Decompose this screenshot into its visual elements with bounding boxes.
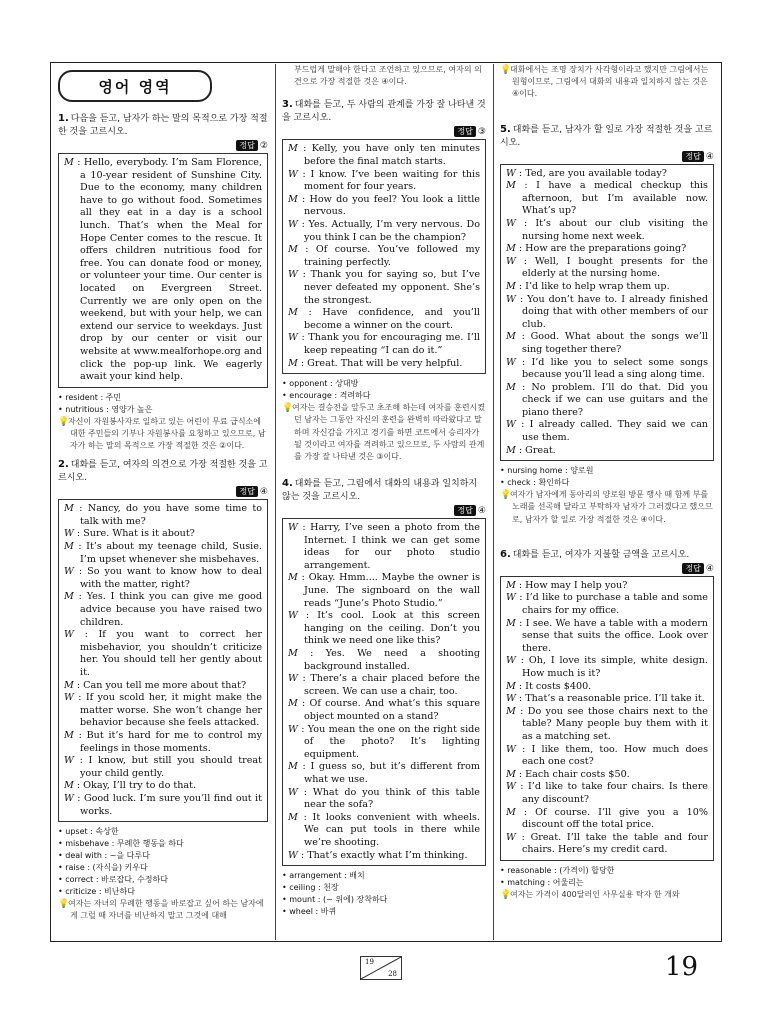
dialogue-line: M : How do you feel? You look a little nervous. — [288, 193, 480, 218]
answer-value: ④ — [705, 563, 714, 574]
speaker-label: W — [288, 723, 298, 735]
dialogue-line: M : Each chair costs $50. — [506, 768, 630, 780]
dialogue-line: W : Well, I bought presents for the elderly at the nursing home. — [506, 255, 708, 280]
answer-badge: 정답 — [454, 505, 475, 516]
dialogue-text: How may I help you? — [525, 579, 628, 591]
dialogue-line: M : No problem. I’ll do that. Did you check if we can use guitars and the piano there? — [506, 381, 708, 418]
answer-line — [500, 151, 714, 162]
dialogue-text: If you scold her, it might make the matter worse. She won’t change her behavior because she feels attacked. — [80, 692, 262, 729]
dialogue-box — [58, 153, 268, 388]
dialogue-text: Great. I’ll take the table and four chairs. Here’s my credit card. — [522, 831, 708, 856]
speaker-label: M — [288, 244, 298, 256]
dialogue-text: I see. We have a table with a modern sense that suits the office. Look over there. — [522, 617, 708, 654]
dialogue-line: W : That’s exactly what I’m thinking. — [288, 849, 468, 861]
dialogue-line: W : I know. I’ve been waiting for this moment for four years. — [288, 168, 480, 193]
dialogue-line: W : Thank you for saying so, but I’ve never defeated my opponent. She’s the strongest. — [288, 269, 480, 306]
dialogue-line: W : It’s about our club visiting the nursing home next week. — [506, 217, 708, 242]
speaker-label: W — [506, 592, 516, 604]
dialogue-line: W : It’s cool. Look at this screen hanging on the ceiling. Don’t you think we need one like this? — [288, 610, 480, 647]
explanation-continued: 부드럽게 말해야 한다고 조언하고 있으므로, 여자의 의견으로 가장 적절한 것은 ④이다. — [294, 65, 482, 87]
dialogue-line: M : Kelly, you have only ten minutes before the final match starts. — [288, 143, 480, 167]
lightbulb-icon: 💡 — [500, 490, 512, 501]
speaker-label: M — [506, 768, 516, 780]
lightbulb-icon: 💡 — [500, 889, 512, 900]
dialogue-line: M : How are the preparations going? — [506, 243, 687, 255]
vocab-item: • mount : (~ 위에) 장착하다 — [282, 894, 486, 906]
lightbulb-icon: 💡 — [58, 899, 70, 910]
question-5 — [500, 123, 714, 526]
speaker-label: M — [506, 180, 516, 192]
speaker-label: M — [506, 243, 516, 255]
question-heading: 2. 대화를 듣고, 여자의 의견으로 가장 적절한 것을 고르시오. — [58, 459, 268, 484]
dialogue-line: M : Can you tell me more about that? — [64, 679, 247, 691]
speaker-label: W — [288, 849, 298, 861]
dialogue-text: It costs $400. — [525, 680, 592, 692]
dialogue-text: Great. — [525, 444, 556, 456]
speaker-label: W — [288, 218, 298, 230]
answer-value: ④ — [259, 487, 268, 498]
page-number: 19 — [664, 952, 698, 982]
speaker-label: W — [288, 673, 298, 685]
question-heading: 4. 대화를 듣고, 그림에서 대화의 내용과 일치하지 않는 것을 고르시오. — [282, 478, 478, 503]
dialogue-box — [500, 164, 714, 462]
speaker-label: M — [288, 193, 298, 205]
vocab-item: • check : 확인하다 — [500, 477, 714, 489]
column-divider — [275, 64, 276, 940]
dialogue-line: M : Okay, I’ll try to do that. — [64, 780, 197, 792]
vocab-list — [500, 865, 714, 889]
dialogue-text: Oh, I love its simple, white design. How much is it? — [522, 655, 708, 680]
answer-badge: 정답 — [236, 486, 257, 497]
vocab-list — [282, 378, 486, 402]
dialogue-text: It looks convenient with wheels. We can put tools in there while we’re shooting. — [304, 811, 480, 848]
question-heading: 5. 대화를 듣고, 남자가 할 일로 가장 적절한 것을 고르시오. — [500, 123, 713, 148]
dialogue-line: M : Do you see those chairs next to the table? Many people buy them with it as a matching set. — [506, 705, 708, 742]
question-6 — [500, 548, 714, 901]
question-heading: 6. 대화를 듣고, 여자가 지불할 금액을 고르시오. — [500, 548, 690, 560]
dialogue-line: W : Yes. Actually, I’m very nervous. Do you think I can be the champion? — [288, 218, 480, 243]
speaker-label: M — [506, 806, 516, 818]
speaker-label: M — [64, 157, 74, 168]
dialogue-line: W : Harry, I’ve seen a photo from the Internet. I think we can get some ideas for our photo studio arrangement. — [288, 522, 480, 571]
explanation-continued: 💡대화에서는 조명 장치가 사각형이라고 했지만 그림에서는 원형이므로, 그림에서 대화의 내용과 일치하지 않는 것은 ④이다. — [500, 65, 709, 99]
dialogue-line: W : Ted, are you available today? — [506, 167, 667, 179]
dialogue-line: W : I already called. They said we can use them. — [506, 419, 708, 444]
speaker-label: W — [506, 831, 516, 843]
dialogue-line: W : I’d like you to select some songs because you’ll lead a sing along time. — [506, 356, 708, 381]
dialogue-text: Have confidence, and you’ll become a winner on the court. — [304, 307, 480, 331]
vocab-list — [282, 870, 486, 918]
dialogue-text: You don’t have to. I already finished doing that with other members of our club. — [522, 293, 708, 330]
dialogue-line: W : I’d like to purchase a table and some chairs for my office. — [506, 592, 708, 617]
speaker-label: M — [288, 143, 298, 155]
speaker-label: W — [288, 610, 298, 622]
dialogue-line: M : I see. We have a table with a modern sense that suits the office. Look over there. — [506, 617, 708, 654]
speaker-label: W — [506, 293, 516, 305]
answer-line — [500, 563, 714, 574]
dialogue-text: Thank you for saying so, but I’ve never defeated my opponent. She’s the strongest. — [304, 269, 480, 306]
dialogue-text: Okay, I’ll try to do that. — [83, 780, 197, 792]
dialogue-line: M : Great. That will be very helpful. — [288, 357, 463, 369]
dialogue-text: Can you tell me more about that? — [83, 679, 247, 691]
vocab-item: • raise : (자식을) 키우다 — [58, 862, 268, 874]
answer-badge: 정답 — [682, 151, 703, 162]
speaker-label: M — [288, 307, 298, 319]
lightbulb-icon: 💡 — [500, 65, 512, 75]
dialogue-text: I have a medical checkup this afternoon, but I’m available now. What’s up? — [522, 180, 708, 217]
speaker-label: W — [506, 743, 516, 755]
dialogue-text: Well, I bought presents for the elderly at the nursing home. — [522, 255, 708, 280]
vocab-item: • arrangement : 배치 — [282, 870, 486, 882]
dialogue-text: If you want to correct her misbehavior, you shouldn’t criticize her. You should tell her gently about it. — [80, 629, 262, 679]
dialogue-line: M : I have a medical checkup this afternoon, but I’m available now. What’s up? — [506, 180, 708, 217]
question-2 — [58, 458, 268, 922]
dialogue-text: You mean the one on the right side of the photo? It’s lighting equipment. — [304, 723, 480, 760]
dialogue-line: W : That’s a reasonable price. I’ll take it. — [506, 693, 705, 705]
section-title: 영어 영역 — [58, 70, 212, 102]
dialogue-text: I’d like to take four chairs. Is there any discount? — [522, 781, 708, 805]
dialogue-text: It’s about my teenage child, Susie. I’m upset whenever she misbehaves. — [80, 541, 262, 565]
speaker-label: M — [288, 357, 298, 369]
dialogue-text: Sure. What is it about? — [83, 528, 195, 540]
dialogue-box — [500, 576, 714, 861]
speaker-label: M — [506, 579, 516, 591]
speaker-label: M — [288, 698, 298, 710]
dialogue-line: W : I like them, too. How much does each one cost? — [506, 743, 708, 768]
dialogue-line: M : It looks convenient with wheels. We can put tools in there while we’re shooting. — [288, 811, 480, 848]
dialogue-line: W : I know, but still you should treat your child gently. — [64, 755, 262, 779]
lightbulb-icon: 💡 — [58, 416, 70, 427]
dialogue-text: Of course. I’ll give you a 10% discount off the total price. — [522, 806, 708, 831]
dialogue-line: M : Yes. We need a shooting background installed. — [288, 648, 480, 672]
dialogue-line: W : I’d like to take four chairs. Is there any discount? — [506, 781, 708, 805]
dialogue-text: Thank you for encouraging me. I’ll keep repeating “I can do it.” — [304, 332, 480, 356]
dialogue-line: W : So you want to know how to deal with the matter, right? — [64, 566, 262, 590]
answer-line — [282, 505, 486, 516]
explanation: 💡자신이 자원봉사자로 일하고 있는 어린이 무료 급식소에 대한 주민들의 기부나 자원봉사를 요청하고 있으므로, 남자가 하는 말의 목적으로 가장 적절한 것은 ②이다. — [58, 416, 266, 451]
column-2 — [282, 64, 486, 918]
speaker-label: M — [506, 705, 516, 717]
dialogue-line: M : I guess so, but it’s different from what we use. — [288, 761, 480, 785]
dialogue-line: M : Good. What about the songs we’ll sing together there? — [506, 331, 708, 355]
speaker-label: M — [288, 761, 298, 773]
answer-value: ④ — [477, 506, 486, 517]
dialogue-text: Good. What about the songs we’ll sing together there? — [522, 331, 708, 355]
dialogue-line: M : It costs $400. — [506, 680, 592, 692]
page-range-end: 28 — [388, 970, 397, 978]
dialogue-line: W : If you scold her, it might make the matter worse. She won’t change her behavior because she feels attacked. — [64, 692, 262, 729]
dialogue-text: I already called. They said we can use them. — [522, 419, 708, 444]
dialogue-line: W : Great. I’ll take the table and four chairs. Here’s my credit card. — [506, 831, 708, 856]
dialogue-text: I’d like to help wrap them up. — [525, 280, 670, 292]
question-4 — [282, 477, 486, 918]
vocab-list — [500, 465, 714, 489]
dialogue-line: M : Yes. I think you can give me good advice because you have raised two children. — [64, 591, 262, 628]
dialogue-line: M : Hello, everybody. I’m Sam Florence, a 10-year resident of Sunshine City. Due to the economy, many children have to go without food. Sometimes all they eat in a day is a school lunch. That’s when the Meal for Hope Center comes to the rescue. It offers children nutritious food for free. You can donate food or money, or volunteer your time. Our center is located on Evergreen Street. Currently we are only open on the weekend, but with your help, we can extend our service to weekdays. Just drop by our center or visit our website at www.mealforhope.org and click the pop-up link. We eagerly await your kind help. — [64, 157, 262, 383]
speaker-label: M — [64, 780, 74, 792]
dialogue-text: No problem. I’ll do that. Did you check if we can use guitars and the piano there? — [522, 381, 708, 418]
speaker-label: W — [64, 792, 74, 804]
dialogue-box — [58, 499, 268, 822]
answer-value: ② — [259, 141, 268, 151]
answer-line — [282, 126, 486, 137]
dialogue-text: I know. I’ve been waiting for this moment for four years. — [304, 168, 480, 193]
speaker-label: W — [64, 692, 74, 704]
dialogue-text: Of course. You’ve followed my training perfectly. — [304, 244, 480, 268]
speaker-label: M — [506, 617, 516, 629]
dialogue-text: How are the preparations going? — [525, 243, 687, 255]
dialogue-line: M : Of course. And what’s this square object mounted on a stand? — [288, 698, 480, 723]
speaker-label: W — [506, 693, 516, 705]
page-range-start: 19 — [365, 958, 374, 966]
speaker-label: W — [506, 419, 516, 431]
dialogue-line: M : But it’s hard for me to control my feelings in those moments. — [64, 729, 262, 754]
vocab-item: • matching : 어울리는 — [500, 877, 714, 889]
answer-line — [58, 140, 268, 151]
dialogue-text: That’s a reasonable price. I’ll take it. — [525, 693, 705, 705]
speaker-label: M — [506, 280, 516, 292]
dialogue-box — [282, 518, 486, 866]
speaker-label: W — [506, 356, 516, 368]
dialogue-line: M : How may I help you? — [506, 579, 628, 591]
speaker-label: W — [64, 755, 74, 767]
dialogue-line: W : Good luck. I’m sure you’ll find out it works. — [64, 792, 262, 817]
speaker-label: M — [64, 729, 74, 741]
answer-value: ④ — [705, 151, 714, 162]
answer-line — [58, 486, 268, 497]
explanation: 💡여자는 결승전을 앞두고 초조해 하는데 여자를 훈련시켰던 남자는 그동안 자신의 훈련을 완벽히 따라왔다고 말하며 자신감을 가지고 경기를 하면 코트에서 승리자가 될 것이라고 여자를 격려하고 있으므로, 두 사람의 관계를 가장 잘 나타낸 것은 ③이다. — [282, 403, 485, 461]
vocab-list — [58, 392, 268, 416]
dialogue-text: It’s about our club visiting the nursing home next week. — [522, 217, 708, 242]
vocab-list — [58, 826, 268, 898]
speaker-label: W — [64, 629, 74, 641]
dialogue-text: So you want to know how to deal with the matter, right? — [80, 566, 262, 590]
dialogue-line: W : You don’t have to. I already finished doing that with other members of our club. — [506, 293, 708, 330]
dialogue-text: I’d like you to select some songs because you’ll lead a sing along time. — [522, 356, 708, 381]
dialogue-line: M : Okay. Hmm.... Maybe the owner is June. The signboard on the wall reads “June’s Photo Studio.” — [288, 572, 480, 609]
vocab-item: • wheel : 바퀴 — [282, 906, 486, 918]
dialogue-text: But it’s hard for me to control my feelings in those moments. — [80, 729, 262, 754]
speaker-label: W — [506, 217, 516, 229]
dialogue-text: Yes. I think you can give me good advice because you have raised two children. — [80, 591, 262, 628]
speaker-label: M — [288, 648, 298, 660]
dialogue-text: Yes. We need a shooting background installed. — [304, 648, 480, 672]
dialogue-text: Hello, everybody. I’m Sam Florence, a 10-year resident of Sunshine City. Due to the economy, many children have to go without food. Sometimes all they eat in a day is a school lunch. That’s when the Meal for Hope Center comes to the rescue. It offers children nutritious food for free. You can donate food or money, or volunteer your time. Our center is located on Evergreen Street. Currently we are only open on the weekend, but with your help, we can extend our service to weekdays. Just drop by our center or visit our website at www.mealforhope.org and click the pop-up link. We eagerly await your kind help. — [80, 157, 262, 383]
speaker-label: W — [64, 528, 74, 540]
dialogue-text: There’s a chair placed before the screen. We can use a chair, too. — [304, 673, 480, 697]
question-heading: 3. 대화를 듣고, 두 사람의 관계를 가장 잘 나타낸 것을 고르시오. — [282, 99, 486, 124]
speaker-label: W — [288, 522, 298, 534]
dialogue-text: I guess so, but it’s different from what we use. — [304, 761, 480, 785]
column-1 — [58, 64, 268, 929]
dialogue-line: W : What do you think of this table near the sofa? — [288, 786, 480, 811]
speaker-label: W — [288, 786, 298, 798]
speaker-label: W — [288, 269, 298, 281]
explanation: 💡여자가 남자에게 동아리의 양로원 방문 행사 때 함께 부를 노래를 선곡해 달라고 부탁하자 남자가 그러겠다고 했으므로, 남자가 할 일로 가장 적절한 것은 ④이다. — [500, 490, 713, 524]
speaker-label: M — [506, 444, 516, 456]
dialogue-text: Good luck. I’m sure you’ll find out it works. — [80, 792, 262, 817]
speaker-label: W — [506, 781, 516, 793]
speaker-label: W — [288, 332, 298, 344]
dialogue-line: M : Great. — [506, 444, 556, 456]
dialogue-line: W : There’s a chair placed before the screen. We can use a chair, too. — [288, 673, 480, 697]
speaker-label: M — [288, 811, 298, 823]
dialogue-line: W : If you want to correct her misbehavior, you shouldn’t criticize her. You should tell her gently about it. — [64, 629, 262, 679]
dialogue-line: W : You mean the one on the right side of the photo? It’s lighting equipment. — [288, 723, 480, 760]
speaker-label: W — [64, 566, 74, 578]
speaker-label: W — [506, 167, 516, 179]
speaker-label: M — [288, 572, 298, 584]
lightbulb-icon: 💡 — [282, 403, 294, 414]
vocab-item: • deal with : ~을 다루다 — [58, 850, 268, 862]
dialogue-text: It’s cool. Look at this screen hanging on the ceiling. Don’t you think we need one like this? — [304, 610, 480, 647]
dialogue-text: I’d like to purchase a table and some chairs for my office. — [522, 592, 708, 617]
answer-badge: 정답 — [454, 126, 475, 137]
dialogue-text: What do you think of this table near the sofa? — [304, 786, 480, 811]
speaker-label: W — [506, 655, 516, 667]
dialogue-text: Kelly, you have only ten minutes before the final match starts. — [304, 143, 480, 167]
dialogue-text: Each chair costs $50. — [525, 768, 630, 780]
dialogue-text: Okay. Hmm.... Maybe the owner is June. The signboard on the wall reads “June’s Photo Studio.” — [304, 572, 480, 609]
dialogue-text: Great. That will be very helpful. — [307, 357, 463, 369]
dialogue-text: Harry, I’ve seen a photo from the Internet. I think we can get some ideas for our photo studio arrangement. — [304, 522, 480, 571]
page-range-box — [360, 956, 402, 980]
speaker-label: M — [64, 591, 74, 603]
vocab-item: • upset : 속상한 — [58, 826, 268, 838]
dialogue-line: M : Of course. I’ll give you a 10% discount off the total price. — [506, 806, 708, 831]
dialogue-line: M : Of course. You’ve followed my training perfectly. — [288, 244, 480, 268]
speaker-label: M — [506, 381, 516, 393]
vocab-item: • encourage : 격려하다 — [282, 390, 486, 402]
explanation: 💡여자는 자녀의 무례한 행동을 바로잡고 싶어 하는 남자에게 그럴 때 자녀를 비난하지 말고 그것에 대해 — [58, 899, 264, 921]
dialogue-text: Yes. Actually, I’m very nervous. Do you think I can be the champion? — [304, 218, 480, 243]
dialogue-text: Do you see those chairs next to the table? Many people buy them with it as a matching set. — [522, 705, 708, 742]
vocab-item: • ceiling : 천장 — [282, 882, 486, 894]
speaker-label: M — [506, 331, 516, 343]
vocab-item: • correct : 바로잡다, 수정하다 — [58, 874, 268, 886]
question-heading: 1. 다음을 듣고, 남자가 하는 말의 목적으로 가장 적절한 것을 고르시오. — [58, 113, 268, 137]
answer-value: ③ — [477, 127, 486, 138]
speaker-label: M — [64, 503, 74, 515]
dialogue-text: I know, but still you should treat your child gently. — [80, 755, 262, 779]
vocab-item: • nursing home : 양로원 — [500, 465, 714, 477]
question-1 — [58, 112, 268, 452]
dialogue-text: Of course. And what’s this square object mounted on a stand? — [304, 698, 480, 723]
dialogue-text: Ted, are you available today? — [525, 167, 667, 179]
column-3 — [500, 64, 714, 907]
vocab-item: • criticize : 비난하다 — [58, 886, 268, 898]
question-3 — [282, 98, 486, 463]
vocab-item: • reasonable : (가격이) 합당한 — [500, 865, 714, 877]
answer-badge: 정답 — [236, 140, 257, 151]
dialogue-line: W : Thank you for encouraging me. I’ll keep repeating “I can do it.” — [288, 332, 480, 356]
speaker-label: W — [288, 168, 298, 180]
dialogue-text: That’s exactly what I’m thinking. — [307, 849, 468, 861]
vocab-item: • misbehave : 무례한 행동을 하다 — [58, 838, 268, 850]
dialogue-text: I like them, too. How much does each one cost? — [522, 743, 708, 768]
dialogue-line: M : Have confidence, and you’ll become a winner on the court. — [288, 307, 480, 331]
vocab-item: • resident : 주민 — [58, 392, 268, 404]
column-divider — [493, 64, 494, 940]
vocab-item: • opponent : 상대방 — [282, 378, 486, 390]
dialogue-line: W : Sure. What is it about? — [64, 528, 195, 540]
dialogue-line: W : Oh, I love its simple, white design. How much is it? — [506, 655, 708, 680]
speaker-label: M — [64, 541, 74, 553]
dialogue-box — [282, 139, 486, 374]
answer-badge: 정답 — [682, 563, 703, 574]
speaker-label: M — [64, 679, 74, 691]
dialogue-line: M : I’d like to help wrap them up. — [506, 280, 670, 292]
speaker-label: W — [506, 255, 516, 267]
dialogue-text: Nancy, do you have some time to talk with me? — [80, 503, 262, 527]
dialogue-text: How do you feel? You look a little nervous. — [304, 193, 480, 218]
explanation: 💡여자는 가격이 400달러인 사무실용 탁자 한 개와 — [500, 889, 680, 900]
dialogue-line: M : It’s about my teenage child, Susie. I’m upset whenever she misbehaves. — [64, 541, 262, 565]
vocab-item: • nutritious : 영양가 높은 — [58, 404, 268, 416]
speaker-label: M — [506, 680, 516, 692]
dialogue-line: M : Nancy, do you have some time to talk with me? — [64, 503, 262, 527]
